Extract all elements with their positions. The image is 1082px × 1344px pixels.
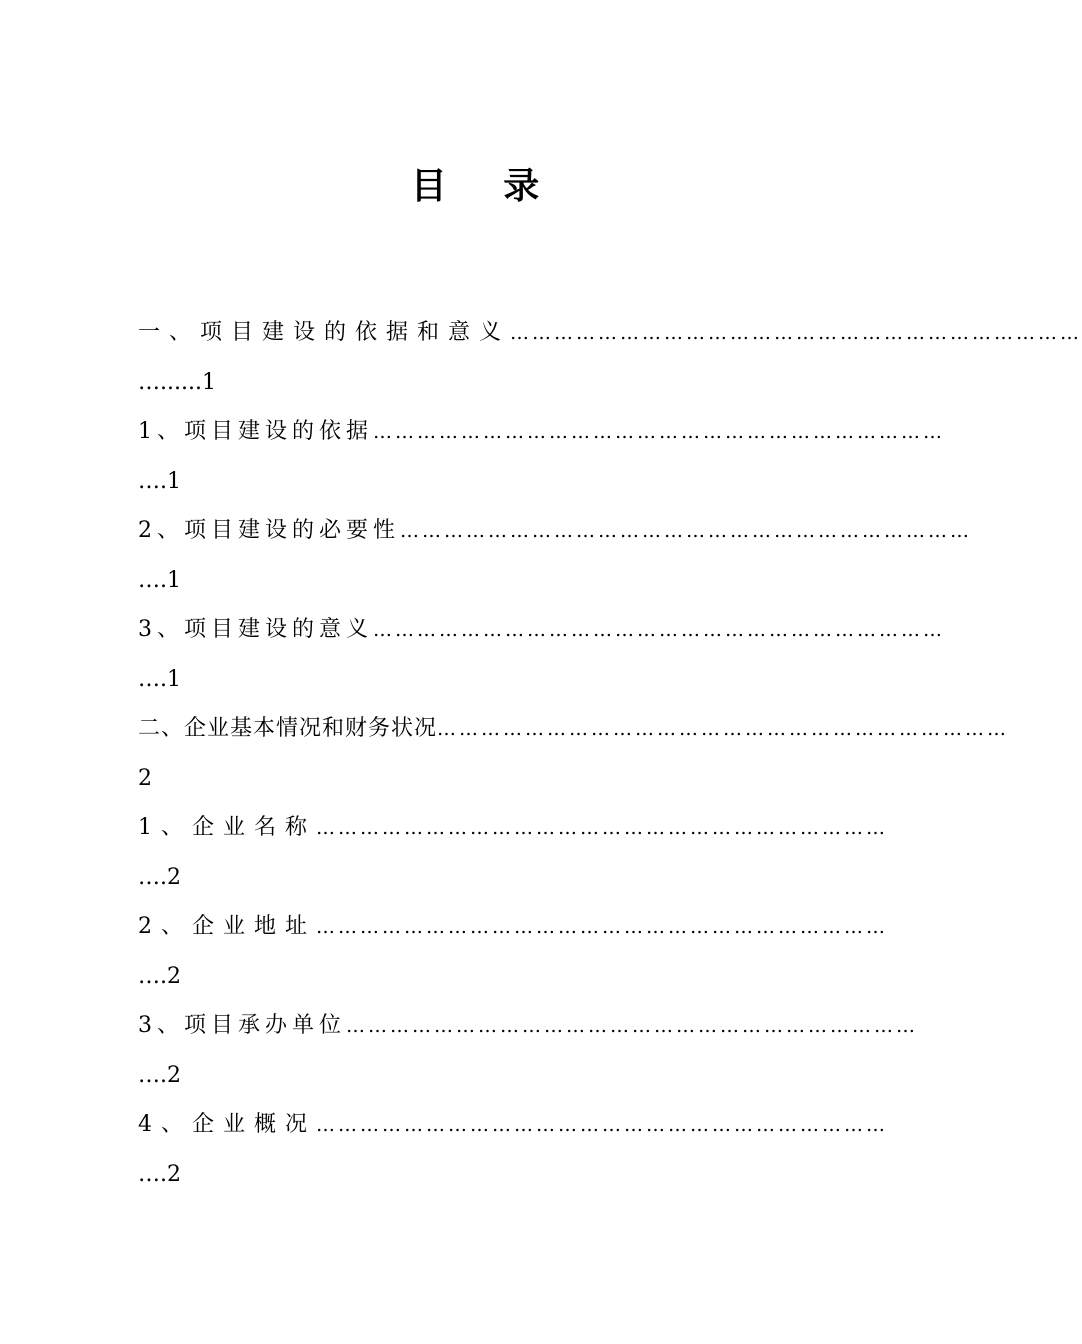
dot-leader: …………………………………………………………………… <box>316 817 888 839</box>
toc-entry-page: ….2 <box>138 865 181 890</box>
toc-entry-page: …......1 <box>138 370 216 395</box>
toc-entry[interactable] <box>138 506 972 605</box>
toc-entry[interactable] <box>138 1001 918 1100</box>
dot-leader: …………………………………………………………………… <box>316 1114 888 1136</box>
toc-entry-page: ….1 <box>138 667 181 692</box>
dot-leader: …………………………………………………………………… <box>400 520 972 542</box>
table-of-contents <box>138 308 1082 1199</box>
toc-title: 目 录 <box>410 165 562 207</box>
toc-entry-label: 3、项目建设的意义 <box>138 617 373 642</box>
toc-entry-label: 3、项目承办单位 <box>138 1013 346 1038</box>
dot-leader: …………………………………………………………………… <box>437 718 1010 740</box>
toc-entry[interactable] <box>138 704 1010 803</box>
toc-entry-page: ….2 <box>138 1162 181 1187</box>
toc-entry-label: 2、企业地址 <box>138 914 316 939</box>
toc-entry-label: 一、项目建设的依据和意义 <box>138 320 511 345</box>
toc-entry[interactable] <box>138 902 888 1001</box>
dot-leader: …………………………………………………………………… <box>373 619 945 641</box>
toc-entry-label: 2、项目建设的必要性 <box>138 518 400 543</box>
dot-leader: …………………………………………………………………… <box>510 322 1082 344</box>
toc-entry[interactable] <box>138 605 945 704</box>
toc-entry[interactable] <box>138 308 1082 407</box>
toc-entry-page: ….2 <box>138 964 181 989</box>
toc-entry-label: 4、企业概况 <box>138 1112 316 1137</box>
toc-entry[interactable] <box>138 1100 888 1199</box>
toc-entry-page: 2 <box>138 766 152 791</box>
dot-leader: …………………………………………………………………… <box>373 421 945 443</box>
toc-entry[interactable] <box>138 803 888 902</box>
toc-entry-label: 二、企业基本情况和财务状况 <box>138 716 438 741</box>
dot-leader: …………………………………………………………………… <box>316 916 888 938</box>
toc-entry-page: ….1 <box>138 469 181 494</box>
toc-entry-label: 1、企业名称 <box>138 815 316 840</box>
toc-entry[interactable] <box>138 407 945 506</box>
toc-entry-page: ….2 <box>138 1063 181 1088</box>
toc-entry-label: 1、项目建设的依据 <box>138 419 373 444</box>
toc-entry-page: ….1 <box>138 568 181 593</box>
dot-leader: …………………………………………………………………… <box>346 1015 918 1037</box>
